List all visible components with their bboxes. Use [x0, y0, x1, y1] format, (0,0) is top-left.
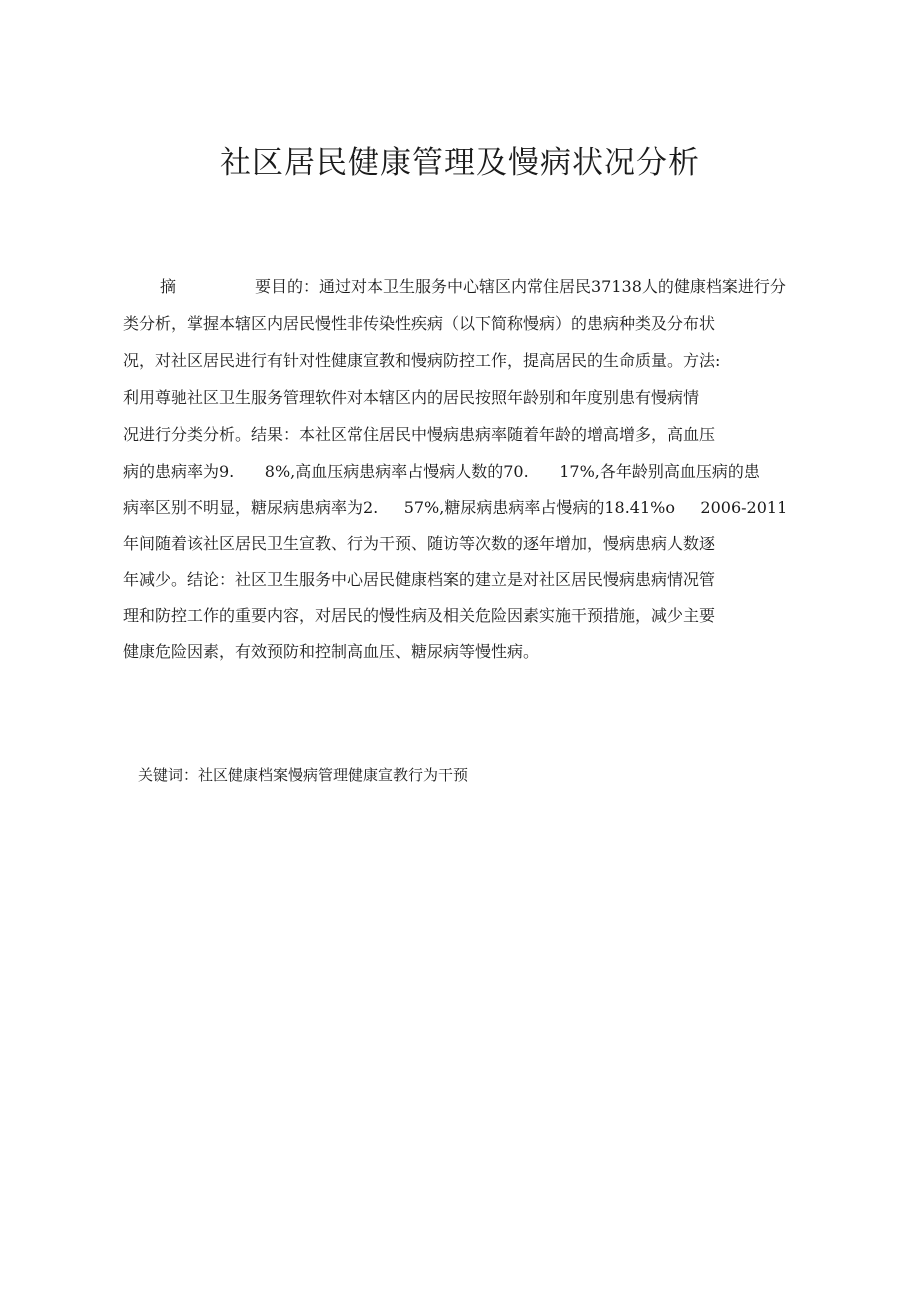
abstract-line: 况进行分类分析。结果：本社区常住居民中慢病患病率随着年龄的增高增多，高血压: [123, 425, 716, 444]
abstract-heading-char: 摘: [160, 277, 177, 296]
document-title: 社区居民健康管理及慢病状况分析: [220, 145, 700, 181]
abstract-line: 类分析，掌握本辖区内居民慢性非传染性疾病（以下简称慢病）的患病种类及分布状: [123, 314, 716, 333]
abstract-line: 年减少。结论：社区卫生服务中心居民健康档案的建立是对社区居民慢病患病情况管: [123, 570, 716, 589]
abstract-line: 年间随着该社区居民卫生宣教、行为干预、随访等次数的逐年增加，慢病患病人数逐: [123, 534, 716, 553]
abstract-line: 要目的：通过对本卫生服务中心辖区内常住居民37138人的健康档案进行分: [255, 277, 786, 296]
abstract-line: 病率区别不明显，糖尿病患病率为2. 57%,糖尿病患病率占慢病的18.41%o 2006-2011: [123, 498, 788, 517]
abstract-line: 况，对社区居民进行有针对性健康宣教和慢病防控工作，提高居民的生命质量。方法:: [123, 351, 721, 370]
abstract-line: 病的患病率为9. 8%,高血压病患病率占慢病人数的70. 17%,各年龄别高血压病的患: [123, 462, 760, 481]
abstract-line: 利用尊驰社区卫生服务管理软件对本辖区内的居民按照年龄别和年度别患有慢病情: [123, 388, 700, 407]
abstract-line: 理和防控工作的重要内容，对居民的慢性病及相关危险因素实施干预措施，减少主要: [123, 606, 716, 625]
keywords: 关键词：社区健康档案慢病管理健康宣教行为干预: [138, 766, 469, 784]
abstract-line: 健康危险因素，有效预防和控制高血压、糖尿病等慢性病。: [123, 642, 540, 661]
